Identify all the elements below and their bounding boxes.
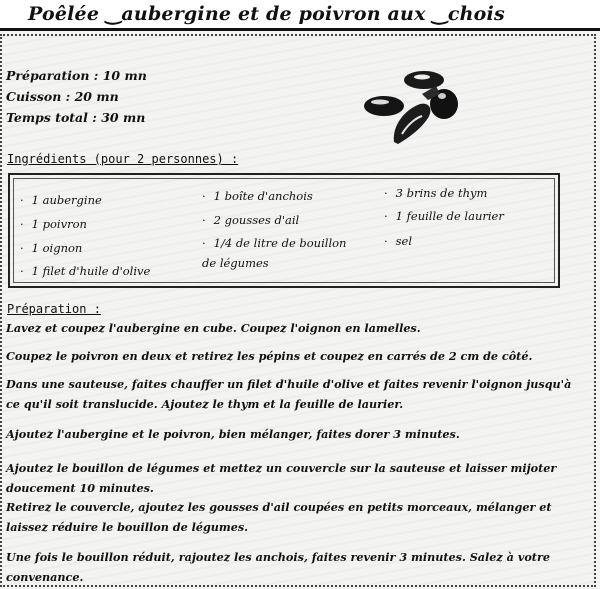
cooking-time: Cuisson : 20 mn [6, 89, 119, 104]
ingredient-item: · 1 aubergine [20, 193, 102, 207]
ingredient-item: · 3 brins de thym [384, 186, 488, 200]
preparation-step: Ajoutez le bouillon de légumes et mettez un couvercle sur la sauteuse et laisser mijoter doucement 10 minutes. [6, 461, 557, 495]
preparation-step: Ajoutez l'aubergine et le poivron, bien mélanger, faites dorer 3 minutes. [6, 427, 460, 441]
total-time: Temps total : 30 mn [6, 110, 146, 125]
preparation-step: Retirez le couvercle, ajoutez les gousses d'ail coupées en petits morceaux, mélanger et laissez réduire le bouillon de légumes. [6, 500, 552, 534]
ingredient-item: · 1 oignon [20, 241, 83, 255]
title-bar [0, 0, 600, 30]
ingredient-item: · 2 gousses d'ail [202, 213, 300, 227]
preparation-step: Dans une sauteuse, faites chauffer un filet d'huile d'olive et faites revenir l'oignon jusqu'à ce qu'il soit translucide. Ajoutez le thym et la feuille de laurier. [6, 377, 572, 411]
preparation-step: Lavez et coupez l'aubergine en cube. Coupez l'oignon en lamelles. [6, 321, 421, 335]
ingredients-heading: Ingrédients (pour 2 personnes) : [7, 152, 239, 166]
ingredient-item: · 1/4 de litre de bouillon [202, 236, 347, 250]
preparation-step: Une fois le bouillon réduit, rajoutez les anchois, faites revenir 3 minutes. Salez à votre convenance. [6, 550, 550, 584]
ingredient-item: · 1 boîte d'anchois [202, 189, 313, 203]
title-underline [0, 28, 600, 31]
preparation-time: Préparation : 10 mn [6, 68, 147, 83]
recipe-title: Poêlée ‿aubergine et de poivron aux ‿chois [28, 3, 505, 25]
ingredient-item: · 1 filet d'huile d'olive [20, 264, 151, 278]
ingredient-item: · 1 feuille de laurier [384, 209, 504, 223]
preparation-step: Coupez le poivron en deux et retirez les pépins et coupez en carrés de 2 cm de côté. [6, 349, 533, 363]
eggplant-illustration-icon [362, 64, 472, 149]
ingredient-item: · sel [384, 234, 413, 248]
preparation-heading: Préparation : [7, 302, 101, 316]
ingredient-item-continued: de légumes [202, 256, 269, 270]
ingredient-item: · 1 poivron [20, 217, 87, 231]
